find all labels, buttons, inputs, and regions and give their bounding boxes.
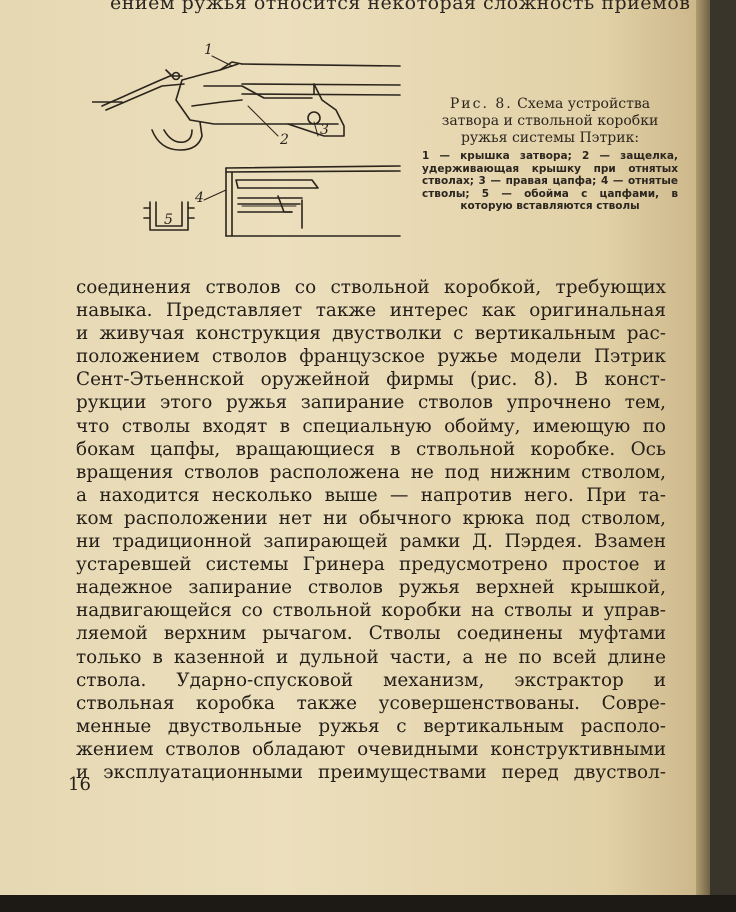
text-line: ляемой верхним рычагом. Стволы соединены муфтами xyxy=(76,623,666,645)
caption-title xyxy=(422,96,678,147)
text-line: вращения стволов расположена не под нижним стволом, xyxy=(76,461,666,483)
text-line: только в казенной и дульной части, а не по всей длине xyxy=(76,646,666,668)
text-line: жением стволов обладают очевидными конструктивными xyxy=(76,738,666,760)
body-text xyxy=(76,276,666,784)
text-line: навыка. Представляет также интерес как оригинальная xyxy=(76,300,666,322)
page-number: 16 xyxy=(68,774,91,795)
text-line: ком расположении нет ни обычного крюка под стволом, xyxy=(76,507,666,529)
text-line: рукции этого ружья запирание стволов упрочнено тем, xyxy=(76,392,666,414)
text-line: а находится несколько выше — напротив него. При та- xyxy=(76,484,666,506)
text-line: устаревшей системы Гринера предусмотрено простое и xyxy=(76,554,666,576)
barrel-lower-line xyxy=(242,94,400,95)
trigger-guard xyxy=(152,122,202,150)
text-line: положением стволов французское ружье модели Пэтрик xyxy=(76,346,666,368)
callout-4: 4 xyxy=(195,190,204,206)
text-line: соединения стволов со ствольной коробкой, требующих xyxy=(76,277,666,298)
caption-title-text: Схема устройства затвора и ствольной коробки ружья системы Пэтрик: xyxy=(441,96,659,146)
page-edge-shadow xyxy=(696,0,710,895)
text-line: Сент-Этьеннской оружейной фирмы (рис. 8). В конст- xyxy=(76,369,666,391)
text-line: менные двуствольные ружья с вертикальным располо- xyxy=(76,715,666,737)
text-line: ни традиционной запирающей рамки Д. Пэрдея. Взамен xyxy=(76,531,666,553)
callout-5: 5 xyxy=(164,212,173,228)
barrel-mid-line xyxy=(242,84,400,85)
callout-3: 3 xyxy=(320,122,329,138)
callout-2: 2 xyxy=(280,132,289,148)
text-line: и эксплуатационными преимуществами перед двуствол- xyxy=(76,761,666,783)
text-line: что стволы входят в специальную обойму, имеющую по xyxy=(76,415,666,437)
text-line: надежное запирание стволов ружья верхней крышкой, xyxy=(76,577,666,599)
scan-background-bottom xyxy=(0,895,736,912)
text-line: надвигающейся со ствольной коробки на стволы и управ- xyxy=(76,600,666,622)
barrel-top-line xyxy=(242,64,400,66)
figure-8-diagram xyxy=(92,40,412,250)
caption-label: Рис. 8. xyxy=(449,96,513,112)
figure-caption xyxy=(422,96,678,213)
caption-legend: 1 — крышка затвора; 2 — защелка, удерживающая крышку при отнятых стволах; 3 — правая цапфа; 4 — отнятые стволы; 5 — обойма с цапфами, в которую вставляются стволы xyxy=(422,150,678,212)
previous-page-text-line: ением ружья относится некоторая сложность приемов xyxy=(110,0,691,14)
text-line: ствола. Ударно-спусковой механизм, экстрактор и xyxy=(76,669,666,691)
scan-background-right xyxy=(710,0,736,895)
detached-barrels xyxy=(226,166,400,236)
text-line: и живучая конструкция двустволки с вертикальным рас- xyxy=(76,323,666,345)
text-line: бокам цапфы, вращающиеся в ствольной коробке. Ось xyxy=(76,438,666,460)
callout-1: 1 xyxy=(204,42,213,58)
text-line: ствольная коробка также усовершенствованы. Совре- xyxy=(76,692,666,714)
